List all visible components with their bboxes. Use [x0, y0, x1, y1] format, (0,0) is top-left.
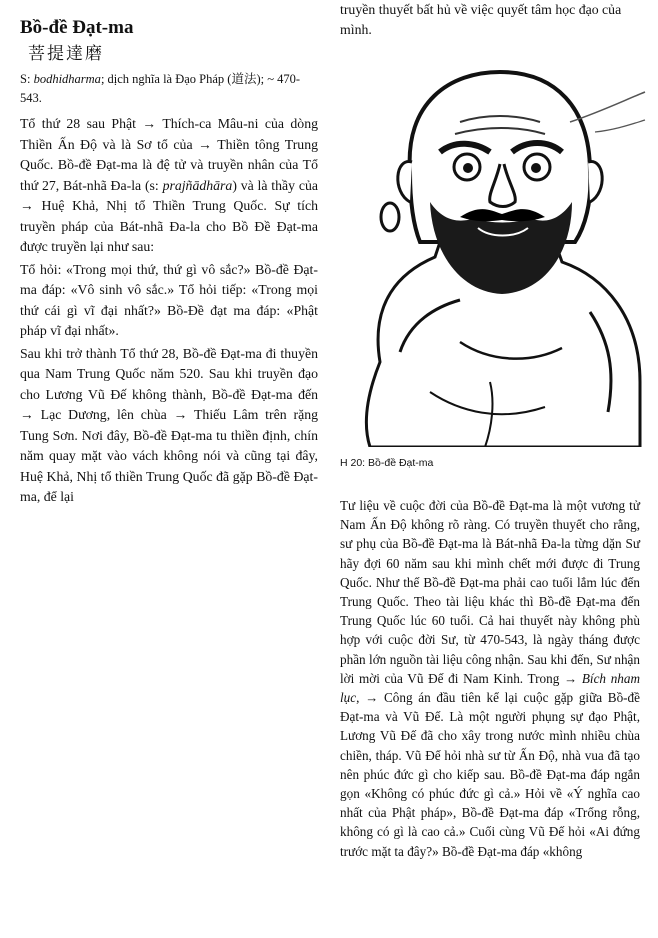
italic-term: prajñādhāra — [162, 177, 233, 193]
etymology-prefix: S: — [20, 72, 34, 86]
italic-term: Bích nham lục — [340, 670, 640, 706]
bodhidharma-portrait-illustration — [340, 52, 648, 447]
paragraph-text — [20, 260, 318, 342]
text-run: , → Công án đầu tiên kể lại cuộc gặp giữa Bồ-đề Đạt-ma và Vũ Đế. Là một người phụng sự đạo Phật, Lương Vũ Đế đã cho xây trong nước mình nhiều chùa chiền, tháp. Vũ Đế hỏi nhà sư từ Ấn Độ, nhà vua đã tạo nên phúc đức gì cho kiếp sau. Bồ-đề Đạt-ma đáp ngắn gọn «Không có phúc đức gì cả.» Hỏi về «Ý nghĩa cao nhất của Phật pháp», Bồ-đề Đạt-ma đáp «Trống rỗng, không có gì là cao cả.» Cuối cùng Vũ Đế hỏi «Ai đứng trước mặt ta đây?» Bồ-đề Đạt-ma đáp «không — [340, 690, 640, 859]
paragraph — [20, 344, 318, 508]
paragraph — [340, 496, 640, 861]
paragraph-text — [20, 344, 318, 508]
entry-chinese-characters: 菩提達磨 — [28, 44, 104, 64]
continued-text: truyền thuyết bất hủ về việc quyết tâm học đạo của mình. — [340, 2, 622, 37]
portrait-drawing — [340, 52, 648, 447]
text-run: Sau khi trở thành Tổ thứ 28, Bồ-đề Đạt-ma đi thuyền qua Nam Trung Quốc năm 520. Sau khi truyền đạo cho Lương Vũ Đế không thành, Bồ-đề Đạt-ma đến → Lạc Dương, lên chùa → Thiếu Lâm trên rặng Tung Sơn. Nơi đây, Bồ-đề Đạt-ma tu thiền định, chín năm quay mặt vào vách không nói và cũng tại đây, Huệ Khả, Nhị tổ thiền Trung Quốc đã gặp Bồ-đề Đạt-ma, để lại — [20, 345, 318, 504]
left-column — [20, 16, 318, 510]
text-run: ) và là thầy của → Huệ Khả, Nhị tổ Thiền Trung Quốc. Sự tích truyền pháp của Bát-nhã Đa-la cho Bồ Đề Đạt-ma được truyền lại như sau: — [20, 177, 318, 254]
entry-title: Bồ-đề Đạt-ma — [20, 17, 134, 38]
right-column-top — [340, 0, 640, 40]
paragraph — [20, 260, 318, 342]
right-body-text — [340, 496, 640, 863]
paragraph — [20, 114, 318, 258]
figure-caption: H 20: Bồ-đề Đạt-ma — [340, 457, 434, 469]
paragraph-text — [340, 496, 640, 861]
left-body-text — [20, 114, 318, 508]
sanskrit-term: bodhidharma — [33, 72, 101, 86]
text-run: Tổ thứ 28 sau Phật → Thích-ca Mâu-ni của dòng Thiền Ấn Độ và là Sơ tổ của → Thiền tông Trung Quốc. Bồ-đề Đạt-ma là đệ tử và truyền nhân của Tổ thứ 27, Bát-nhã Đa-la (s: — [20, 116, 318, 193]
text-run: Tổ hỏi: «Trong mọi thứ, thứ gì vô sắc?» Bồ-đề Đạt-ma đáp: «Vô sinh vô sắc.» Tổ hỏi tiếp: «Trong mọi thứ cái gì vĩ đại nhất?» Bồ-Đề đạt ma đáp: «Phật pháp vĩ đại nhất». — [20, 261, 318, 338]
text-run: Tư liệu về cuộc đời của Bồ-đề Đạt-ma là một vương tử Nam Ấn Độ không rõ ràng. Có truyền thuyết cho rằng, sư phụ của Bồ-đề Đạt-ma là Bát-nhã Đa-la từng dặn Sư hãy đợi 60 năm sau khi mình chết mới được đi Trung Quốc. Như thế Bồ-đề Đạt-ma phải cao tuổi lắm lúc đến Trung Quốc. Theo tài liệu khác thì Bồ-đề Đạt-ma đến Trung Quốc lúc 60 tuổi. Cả hai thuyết này không phù hợp với cuộc đời Sư, từ 470-543, là ngày tháng được phần lớn nguồn tài liệu công nhận. Sau khi đến, Sư nhận lời mời của Vũ Đế đi Nam Kinh. Trong → — [340, 498, 640, 686]
entry-etymology — [20, 70, 318, 108]
paragraph-text — [20, 114, 318, 258]
etymology-suffix: ; dịch nghĩa là Đạo Pháp (道法); ~ 470-543. — [20, 72, 301, 105]
